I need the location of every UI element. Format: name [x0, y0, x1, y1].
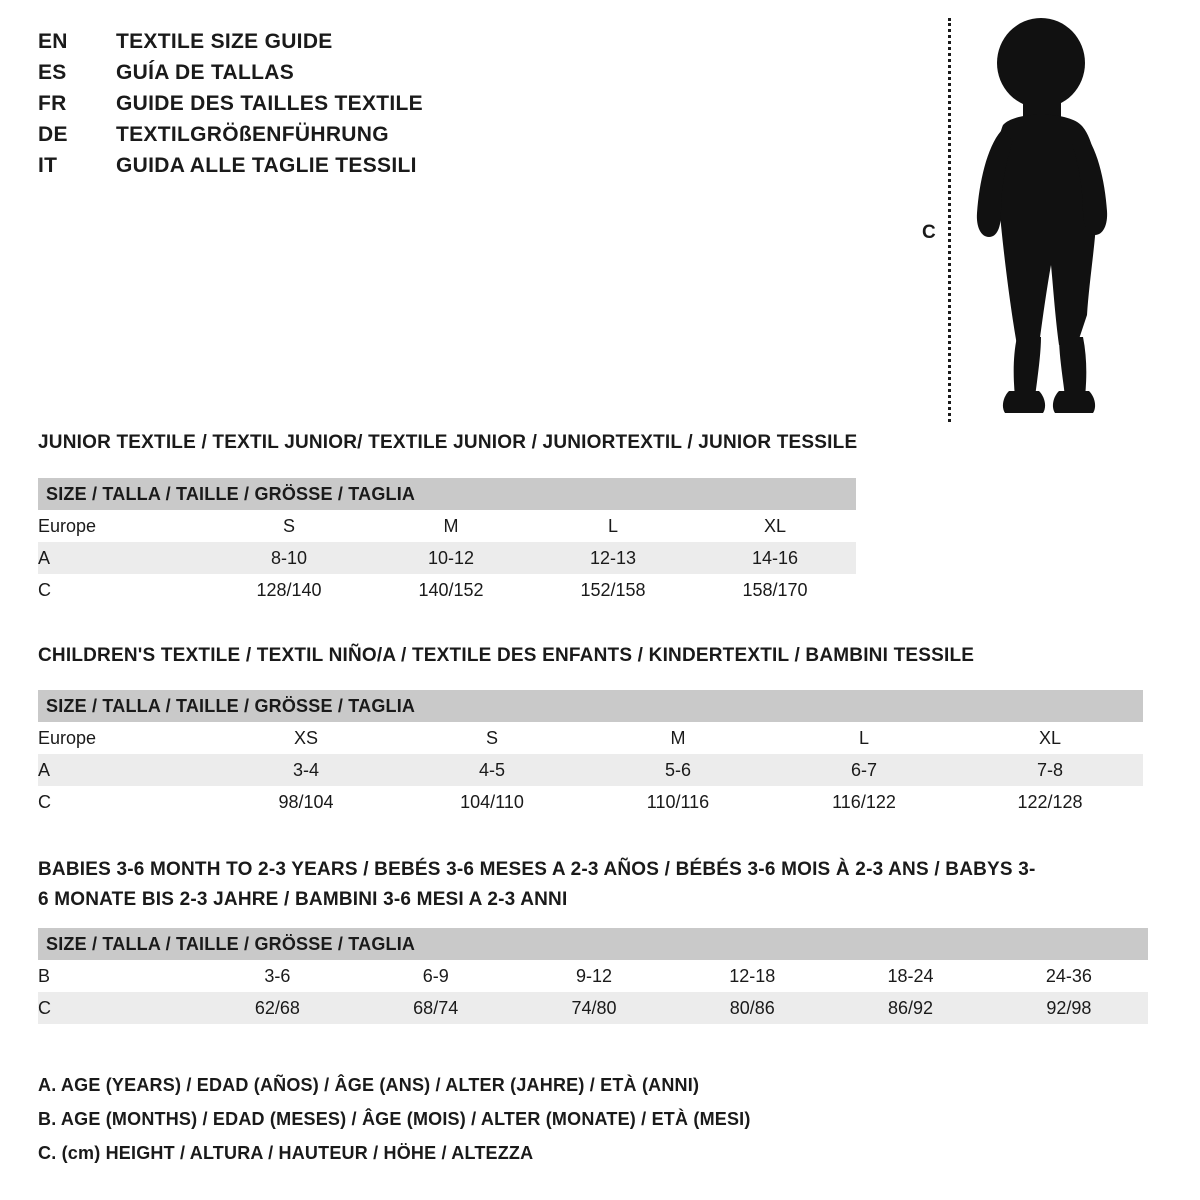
row-label-europe: Europe	[38, 510, 208, 542]
language-code: IT	[38, 154, 58, 177]
size-cell: S	[399, 722, 585, 754]
size-band-label: SIZE / TALLA / TAILLE / GRÖSSE / TAGLIA	[38, 478, 856, 510]
row-label: A	[38, 754, 213, 786]
size-cell: L	[771, 722, 957, 754]
babies-size-table	[38, 928, 1148, 1024]
table-row-sizes	[38, 722, 1143, 754]
value-cell: 86/92	[831, 992, 989, 1024]
language-title: GUIDE DES TAILLES TEXTILE	[116, 92, 423, 115]
footnote-a: A. AGE (YEARS) / EDAD (AÑOS) / ÂGE (ANS) / ALTER (JAHRE) / ETÀ (ANNI)	[38, 1075, 700, 1095]
size-band-label: SIZE / TALLA / TAILLE / GRÖSSE / TAGLIA	[38, 928, 1148, 960]
measure-dotted-line	[948, 18, 951, 422]
language-title: GUÍA DE TALLAS	[116, 61, 295, 84]
value-cell: 6-9	[357, 960, 515, 992]
table-header-band	[38, 478, 856, 510]
size-cell: L	[532, 510, 694, 542]
row-label: C	[38, 574, 208, 606]
row-label: B	[38, 960, 198, 992]
row-label: C	[38, 786, 213, 818]
language-title: GUIDA ALLE TAGLIE TESSILI	[116, 154, 417, 177]
language-code: ES	[38, 61, 67, 84]
table-row	[38, 960, 1148, 992]
value-cell: 152/158	[532, 574, 694, 606]
row-label: C	[38, 992, 198, 1024]
value-cell: 128/140	[208, 574, 370, 606]
table-row-sizes	[38, 510, 856, 542]
table-row	[38, 542, 856, 574]
size-cell: XL	[957, 722, 1143, 754]
language-code: FR	[38, 92, 67, 115]
value-cell: 3-6	[198, 960, 356, 992]
language-title: TEXTILGRÖßENFÜHRUNG	[116, 123, 389, 146]
value-cell: 24-36	[990, 960, 1148, 992]
value-cell: 7-8	[957, 754, 1143, 786]
footnotes-block	[38, 1068, 1038, 1170]
row-label: A	[38, 542, 208, 574]
height-measurement-figure	[900, 10, 1160, 430]
language-row	[38, 92, 598, 123]
value-cell: 116/122	[771, 786, 957, 818]
language-row	[38, 123, 598, 154]
language-row	[38, 30, 598, 61]
footnote-b: B. AGE (MONTHS) / EDAD (MESES) / ÂGE (MOIS) / ALTER (MONATE) / ETÀ (MESI)	[38, 1109, 751, 1129]
value-cell: 12-13	[532, 542, 694, 574]
value-cell: 62/68	[198, 992, 356, 1024]
value-cell: 18-24	[831, 960, 989, 992]
size-cell: M	[370, 510, 532, 542]
value-cell: 8-10	[208, 542, 370, 574]
value-cell: 12-18	[673, 960, 831, 992]
value-cell: 140/152	[370, 574, 532, 606]
language-title-block	[38, 30, 598, 185]
language-row	[38, 61, 598, 92]
value-cell: 3-4	[213, 754, 399, 786]
value-cell: 4-5	[399, 754, 585, 786]
section-title-children: CHILDREN'S TEXTILE / TEXTIL NIÑO/A / TEXTILE DES ENFANTS / KINDERTEXTIL / BAMBINI TESSILE	[38, 645, 975, 666]
value-cell: 9-12	[515, 960, 673, 992]
value-cell: 122/128	[957, 786, 1143, 818]
value-cell: 110/116	[585, 786, 771, 818]
value-cell: 6-7	[771, 754, 957, 786]
language-code: EN	[38, 30, 68, 53]
child-silhouette-icon	[955, 15, 1135, 425]
language-row	[38, 154, 598, 185]
size-band-label: SIZE / TALLA / TAILLE / GRÖSSE / TAGLIA	[38, 690, 1143, 722]
table-row	[38, 574, 856, 606]
children-size-table	[38, 690, 1143, 818]
value-cell: 104/110	[399, 786, 585, 818]
table-header-band	[38, 690, 1143, 722]
table-row	[38, 786, 1143, 818]
value-cell: 74/80	[515, 992, 673, 1024]
value-cell: 158/170	[694, 574, 856, 606]
section-title-junior: JUNIOR TEXTILE / TEXTIL JUNIOR/ TEXTILE JUNIOR / JUNIORTEXTIL / JUNIOR TESSILE	[38, 432, 858, 453]
junior-size-table	[38, 478, 856, 606]
measure-label-c: C	[922, 222, 936, 243]
size-cell: XS	[213, 722, 399, 754]
size-cell: M	[585, 722, 771, 754]
table-row	[38, 992, 1148, 1024]
value-cell: 98/104	[213, 786, 399, 818]
size-cell: S	[208, 510, 370, 542]
row-label-europe: Europe	[38, 722, 213, 754]
value-cell: 80/86	[673, 992, 831, 1024]
value-cell: 14-16	[694, 542, 856, 574]
footnote-c: C. (cm) HEIGHT / ALTURA / HAUTEUR / HÖHE / ALTEZZA	[38, 1143, 534, 1163]
language-code: DE	[38, 123, 68, 146]
value-cell: 10-12	[370, 542, 532, 574]
table-header-band	[38, 928, 1148, 960]
value-cell: 5-6	[585, 754, 771, 786]
language-title: TEXTILE SIZE GUIDE	[116, 30, 333, 53]
table-row	[38, 754, 1143, 786]
size-cell: XL	[694, 510, 856, 542]
value-cell: 68/74	[357, 992, 515, 1024]
value-cell: 92/98	[990, 992, 1148, 1024]
section-title-babies: BABIES 3-6 MONTH TO 2-3 YEARS / BEBÉS 3-6 MESES A 2-3 AÑOS / BÉBÉS 3-6 MOIS À 2-3 ANS / BABYS 3-6 MONATE BIS 2-3 JAHRE / BAMBINI 3-6 MESI A 2-3 ANNI	[38, 859, 1036, 910]
